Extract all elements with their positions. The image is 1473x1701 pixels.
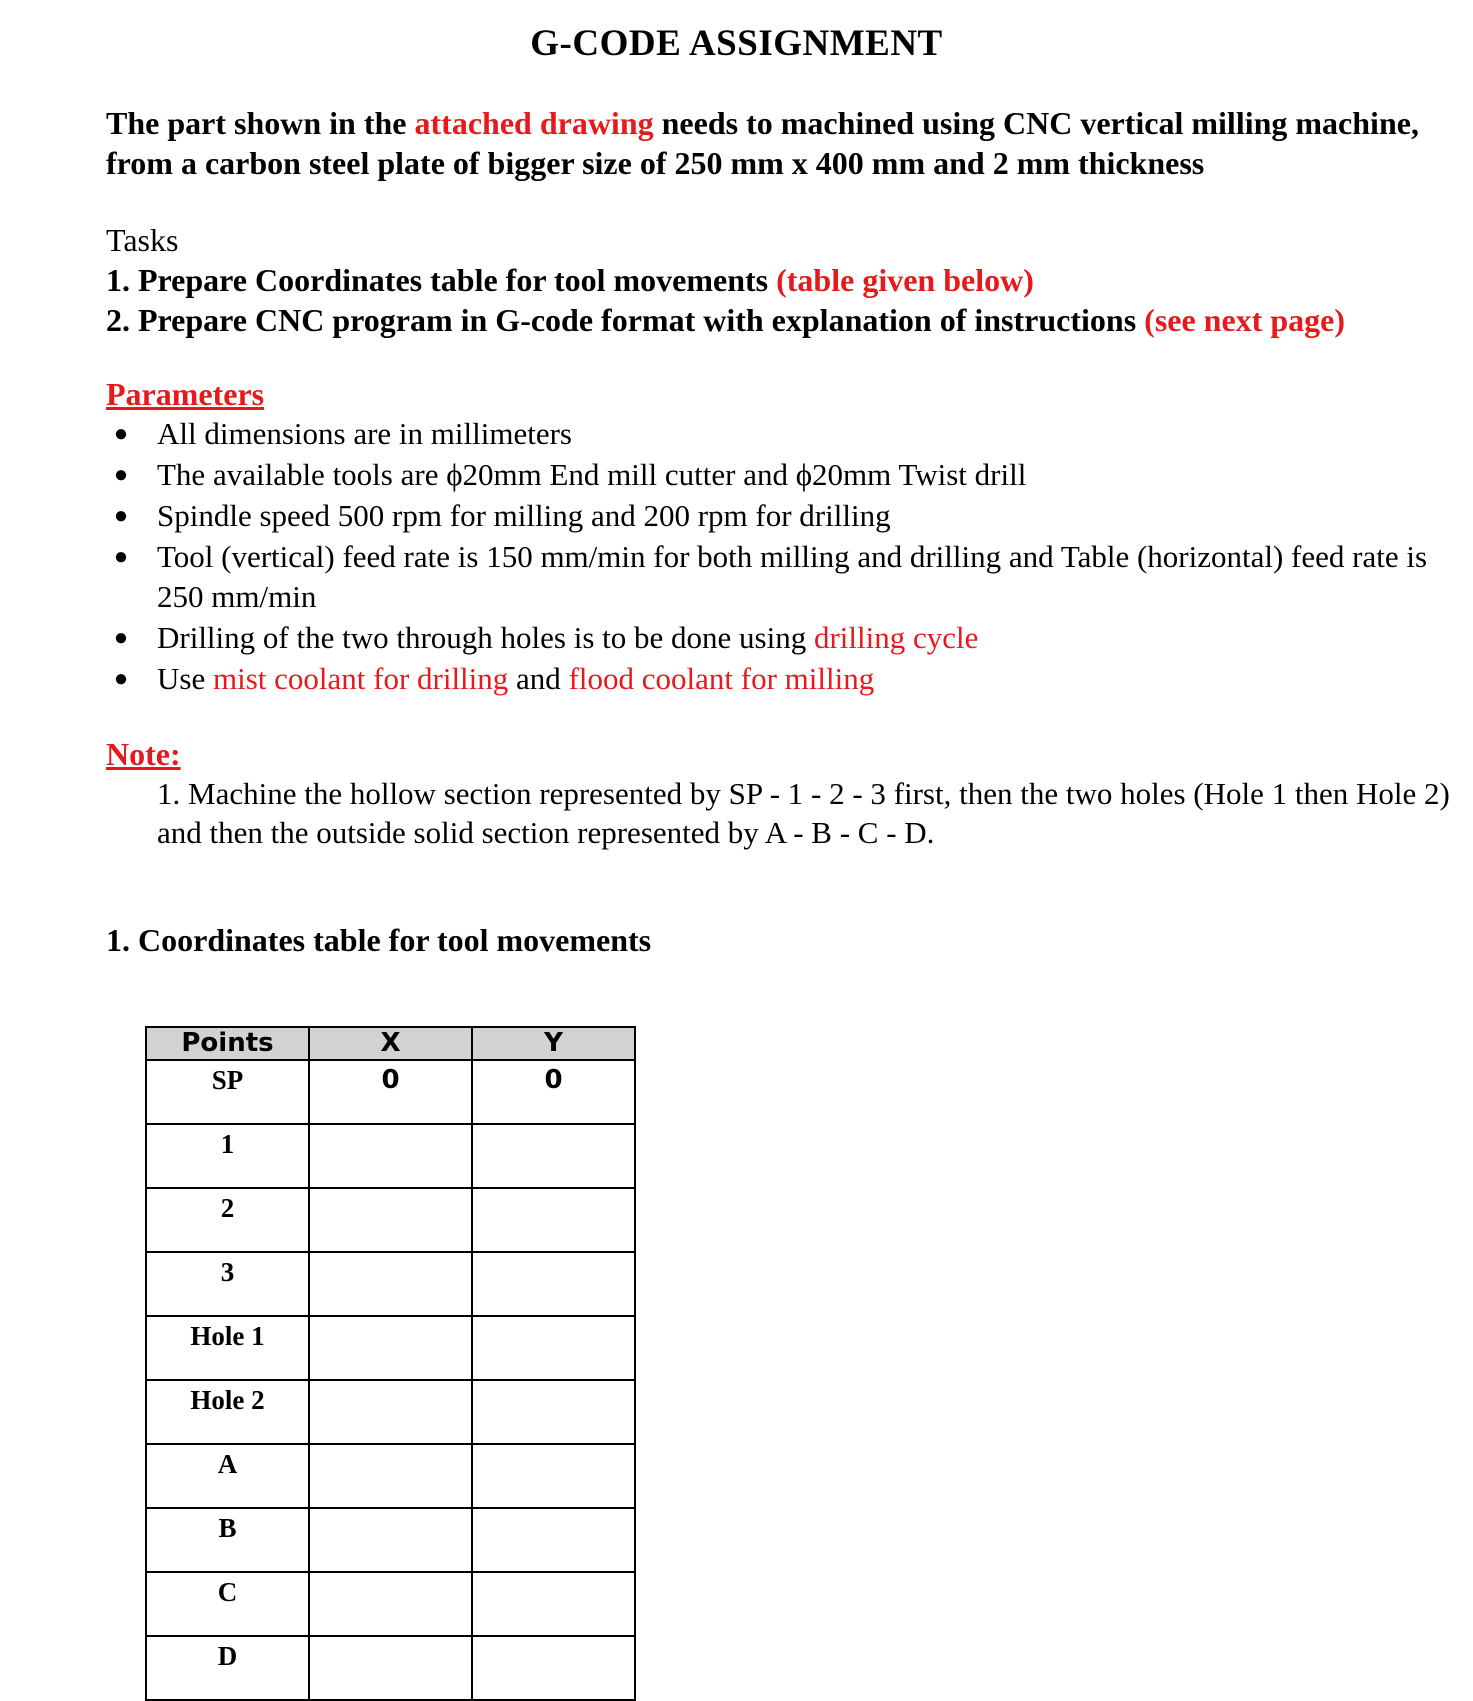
parameter-item	[106, 414, 1456, 454]
drilling-cycle-highlight: drilling cycle	[813, 620, 979, 655]
table-row	[146, 1252, 635, 1316]
table-row	[146, 1444, 635, 1508]
x-cell[interactable]	[309, 1444, 472, 1508]
y-cell[interactable]	[472, 1316, 635, 1380]
y-cell[interactable]	[472, 1380, 635, 1444]
parameters-list	[106, 414, 1456, 699]
x-cell[interactable]	[309, 1252, 472, 1316]
y-cell[interactable]	[472, 1636, 635, 1700]
task-item	[106, 260, 1446, 300]
note-section	[106, 734, 1456, 852]
bullet-icon: ●	[113, 421, 129, 447]
task-hint: (see next page)	[1144, 302, 1345, 338]
attached-drawing-link: attached drawing	[414, 105, 654, 141]
table-row	[146, 1636, 635, 1700]
x-cell[interactable]	[309, 1572, 472, 1636]
task-hint: (table given below)	[776, 262, 1034, 298]
parameter-text: Use	[157, 661, 213, 696]
task-text: 2. Prepare CNC program in G-code format with explanation of instructions	[106, 302, 1145, 338]
x-cell[interactable]	[309, 1316, 472, 1380]
parameter-item	[106, 455, 1456, 495]
parameter-item	[106, 618, 1456, 658]
point-cell: D	[146, 1636, 309, 1700]
table-row	[146, 1060, 635, 1124]
point-cell: Hole 2	[146, 1380, 309, 1444]
coordinates-table	[145, 1026, 636, 1701]
point-cell: SP	[146, 1060, 309, 1124]
bullet-icon: ●	[113, 462, 129, 488]
point-cell: B	[146, 1508, 309, 1572]
bullet-icon: ●	[113, 544, 129, 570]
tasks-section	[106, 220, 1446, 340]
table-row	[146, 1188, 635, 1252]
column-header-points: Points	[146, 1027, 309, 1060]
parameter-text: The available tools are ϕ20mm End mill cutter and ϕ20mm Twist drill	[157, 457, 1027, 492]
y-cell[interactable]	[472, 1444, 635, 1508]
parameter-text: Tool (vertical) feed rate is 150 mm/min for both milling and drilling and Table (horizontal) feed rate is 250 mm/min	[157, 539, 1428, 614]
task-item	[106, 300, 1446, 340]
y-cell[interactable]	[472, 1572, 635, 1636]
note-heading: Note:	[106, 736, 181, 772]
x-cell[interactable]: 0	[309, 1060, 472, 1124]
column-header-y: Y	[472, 1027, 635, 1060]
note-text: 1. Machine the hollow section represented by SP - 1 - 2 - 3 first, then the two holes (Hole 1 then Hole 2) and then the outside solid section represented by A - B - C - D.	[157, 776, 1450, 850]
flood-coolant-highlight: flood coolant for milling	[568, 661, 875, 696]
parameter-item	[106, 537, 1456, 617]
parameters-heading: Parameters	[106, 376, 265, 412]
table-row	[146, 1572, 635, 1636]
column-header-x: X	[309, 1027, 472, 1060]
x-cell[interactable]	[309, 1380, 472, 1444]
parameter-item	[106, 496, 1456, 536]
page-title: G-CODE ASSIGNMENT	[530, 23, 943, 64]
table-row	[146, 1316, 635, 1380]
intro-paragraph	[106, 103, 1446, 183]
y-cell[interactable]	[472, 1188, 635, 1252]
tasks-heading: Tasks	[106, 222, 179, 258]
y-cell[interactable]	[472, 1508, 635, 1572]
parameter-text: Spindle speed 500 rpm for milling and 200 rpm for drilling	[157, 498, 891, 533]
mist-coolant-highlight: mist coolant for drilling	[212, 661, 509, 696]
parameter-text: and	[508, 661, 569, 696]
coordinates-heading: 1. Coordinates table for tool movements	[106, 922, 652, 958]
x-cell[interactable]	[309, 1636, 472, 1700]
bullet-icon: ●	[113, 625, 129, 651]
y-cell[interactable]	[472, 1252, 635, 1316]
intro-text-after: needs to machined using CNC vertical milling machine, from a carbon steel plate of bigger size of 250 mm x 400 mm and 2 mm thickness	[106, 105, 1419, 181]
y-cell[interactable]: 0	[472, 1060, 635, 1124]
point-cell: C	[146, 1572, 309, 1636]
parameter-item	[106, 659, 1456, 699]
parameters-section	[106, 374, 1456, 700]
point-cell: A	[146, 1444, 309, 1508]
table-row	[146, 1380, 635, 1444]
point-cell: 1	[146, 1124, 309, 1188]
y-cell[interactable]	[472, 1124, 635, 1188]
point-cell: 2	[146, 1188, 309, 1252]
x-cell[interactable]	[309, 1188, 472, 1252]
parameter-text: All dimensions are in millimeters	[157, 416, 572, 451]
parameter-text: Drilling of the two through holes is to be done using	[157, 620, 814, 655]
point-cell: Hole 1	[146, 1316, 309, 1380]
intro-text-before: The part shown in the	[106, 105, 415, 141]
bullet-icon: ●	[113, 666, 129, 692]
table-row	[146, 1124, 635, 1188]
task-text: 1. Prepare Coordinates table for tool movements	[106, 262, 777, 298]
x-cell[interactable]	[309, 1124, 472, 1188]
x-cell[interactable]	[309, 1508, 472, 1572]
table-header-row	[146, 1027, 635, 1060]
point-cell: 3	[146, 1252, 309, 1316]
bullet-icon: ●	[113, 503, 129, 529]
table-row	[146, 1508, 635, 1572]
